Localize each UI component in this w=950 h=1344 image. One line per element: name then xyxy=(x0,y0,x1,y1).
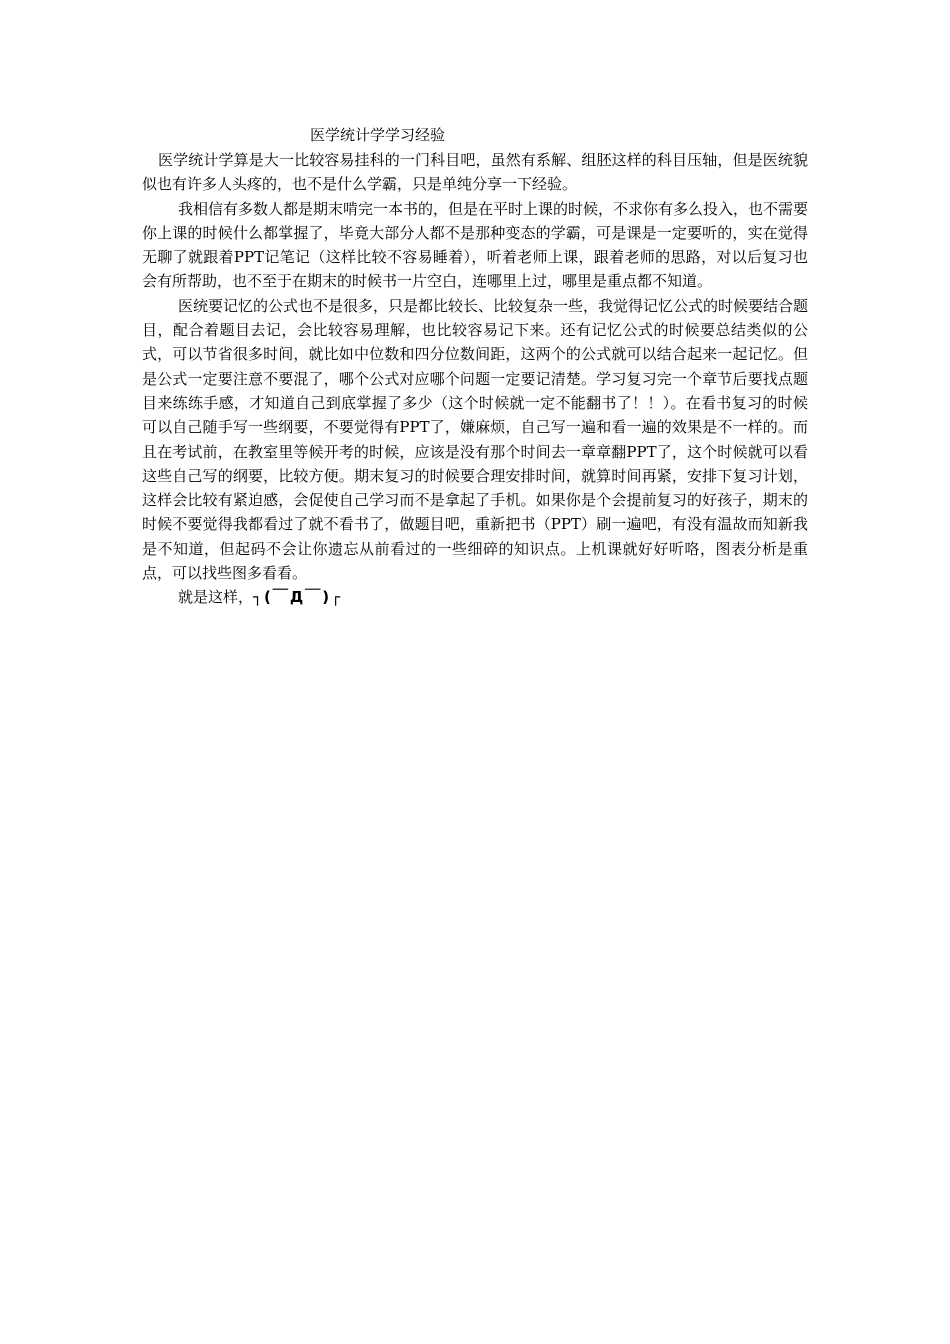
kaomoji-shrug: ┐(￣Д￣)┌ xyxy=(253,588,343,607)
paragraph-closing xyxy=(142,585,808,609)
document-page xyxy=(142,124,808,610)
paragraph-class-notes: 我相信有多数人都是期末啃完一本书的，但是在平时上课的时候，不求你有多么投入，也不需要你上课的时候什么都掌握了，毕竟大部分人都不是那种变态的学霸，可是课是一定要听的，实在觉得无聊了就跟着PPT记笔记（这样比较不容易睡着），听着老师上课，跟着老师的思路，对以后复习也会有所帮助，也不至于在期末的时候书一片空白，连哪里上过，哪里是重点都不知道。 xyxy=(142,199,809,291)
paragraph-formulas-review: 医统要记忆的公式也不是很多，只是都比较长、比较复杂一些，我觉得记忆公式的时候要结合题目，配合着题目去记，会比较容易理解，也比较容易记下来。还有记忆公式的时候要总结类似的公式，可以节省很多时间，就比如中位数和四分位数间距，这两个的公式就可以结合起来一起记忆。但是公式一定要注意不要混了，哪个公式对应哪个问题一定要记清楚。学习复习完一个章节后要找点题目来练练手感，才知道自己到底掌握了多少（这个时候就一定不能翻书了！！）。在看书复习的时候可以自己随手写一些纲要，不要觉得有PPT了，嫌麻烦，自己写一遍和看一遍的效果是不一样的。而且在考试前，在教室里等候开考的时候，应该是没有那个时间去一章章翻PPT了，这个时候就可以看这些自己写的纲要，比较方便。期末复习的时候要合理安排时间，就算时间再紧，安排下复习计划，这样会比较有紧迫感，会促使自己学习而不是拿起了手机。如果你是个会提前复习的好孩子，期末的时候不要觉得我都看过了就不看书了，做题目吧，重新把书（PPT）刷一遍吧，有没有温故而知新我是不知道，但起码不会让你遗忘从前看过的一些细碎的知识点。上机课就好好听咯，图表分析是重点，可以找些图多看看。 xyxy=(142,296,809,583)
document-title: 医学统计学学习经验 xyxy=(310,126,446,144)
paragraph-intro: 医学统计学算是大一比较容易挂科的一门科目吧，虽然有系解、组胚这样的科目压轴，但是医统貌似也有许多人头疼的，也不是什么学霸，只是单纯分享一下经验。 xyxy=(142,151,808,194)
closing-text: 就是这样， xyxy=(178,588,254,607)
